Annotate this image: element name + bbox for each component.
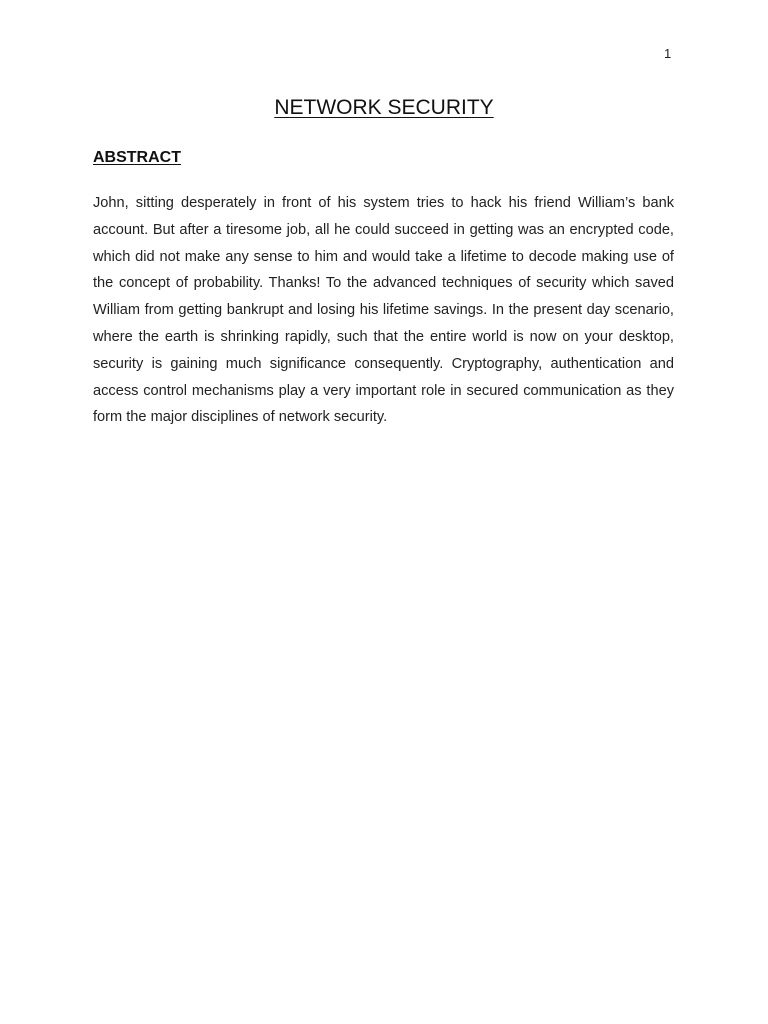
abstract-paragraph: John, sitting desperately in front of his system tries to hack his friend William’s bank account. But after a tiresome job, all he could succeed in getting was an encrypted code, which did not make any sense to him and would take a lifetime to decode making use of the concept of probability. Thanks! To the advanced techniques of security which saved William from getting bankrupt and losing his lifetime savings. In the present day scenario, where the earth is shrinking rapidly, such that the entire world is now on your desktop, security is gaining much significance consequently. Cryptography, authentication and access control mechanisms play a very important role in secured communication as they form the major disciplines of network security.: [93, 195, 674, 426]
document-title: NETWORK SECURITY: [274, 96, 494, 119]
page-number: 1: [664, 46, 672, 61]
section-heading-abstract: ABSTRACT: [93, 149, 181, 166]
